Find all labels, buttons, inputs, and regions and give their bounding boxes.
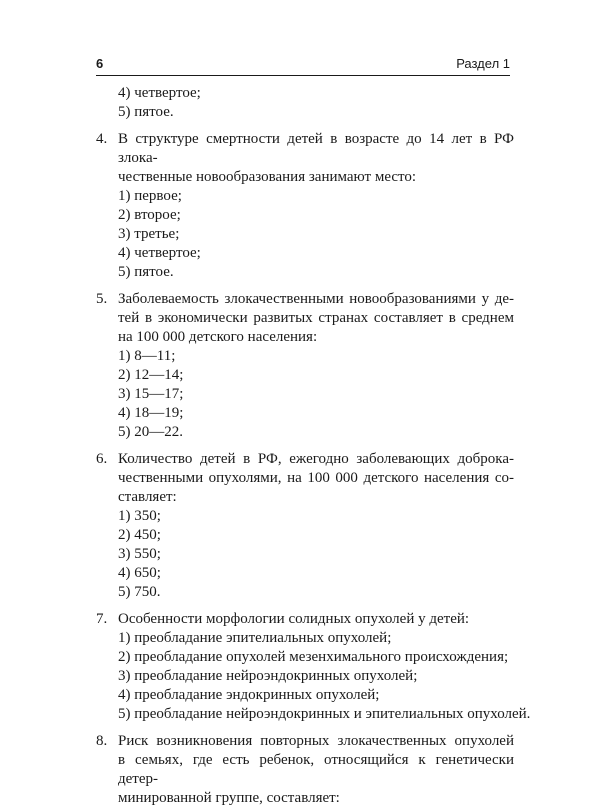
question-6	[96, 450, 514, 602]
option: 3) преобладание нейроэндокринных опухолей;	[118, 668, 418, 684]
answer-options	[96, 629, 531, 724]
question-number: 5.	[96, 291, 108, 307]
option: 2) второе;	[118, 207, 181, 223]
question-text: Особенности морфологии солидных опухолей у детей:	[118, 611, 470, 627]
option: 1) 350;	[118, 508, 161, 524]
continued-options	[96, 84, 514, 122]
question-number: 8.	[96, 733, 108, 749]
option: 5) преобладание нейроэндокринных и эпителиальных опухолей.	[118, 706, 531, 722]
question-text: Количество детей в РФ, ежегодно заболевающих доброка- чественными опухолями, на 100 000 детского населения со- ставляет:	[118, 451, 514, 505]
option: 1) преобладание эпителиальных опухолей;	[118, 630, 392, 646]
option: 4) 650;	[118, 565, 161, 581]
question-number: 7.	[96, 611, 108, 627]
option: 1) первое;	[118, 188, 182, 204]
option: 5) 20—22.	[118, 424, 183, 440]
option: 4) 18—19;	[118, 405, 184, 421]
question-number: 4.	[96, 131, 108, 147]
question-text: Риск возникновения повторных злокачественных опухолей в семьях, где есть ребенок, относящийся к генетически детер- минированной группе, составляет:	[118, 733, 514, 806]
option: 3) 15—17;	[118, 386, 184, 402]
answer-options	[96, 347, 514, 442]
option: 1) 8—11;	[118, 348, 176, 364]
option: 2) 12—14;	[118, 367, 184, 383]
option: 5) 750.	[118, 584, 161, 600]
question-5	[96, 290, 514, 442]
option: 4) четвертое;	[118, 85, 201, 101]
page-number: 6	[96, 56, 104, 71]
option: 4) преобладание эндокринных опухолей;	[118, 687, 380, 703]
option: 2) преобладание опухолей мезенхимального происхождения;	[118, 649, 509, 665]
question-text: Заболеваемость злокачественными новообразованиями у де- тей в экономически развитых странах составляет в среднем на 100 000 детского населения:	[118, 291, 514, 345]
question-7	[96, 610, 531, 724]
answer-options	[96, 507, 514, 602]
option: 4) четвертое;	[118, 245, 201, 261]
running-header	[96, 56, 510, 74]
question-text: В структуре смертности детей в возрасте до 14 лет в РФ злока- чественные новообразования занимают место:	[118, 131, 514, 185]
question-4	[96, 130, 514, 282]
question-8	[96, 732, 514, 808]
answer-options	[96, 187, 514, 282]
option: 5) пятое.	[118, 264, 174, 280]
option: 3) третье;	[118, 226, 180, 242]
question-number: 6.	[96, 451, 108, 467]
option: 2) 450;	[118, 527, 161, 543]
header-divider	[96, 75, 510, 76]
question-list	[96, 84, 531, 808]
section-title: Раздел 1	[456, 56, 510, 71]
option: 5) пятое.	[118, 104, 174, 120]
option: 3) 550;	[118, 546, 161, 562]
